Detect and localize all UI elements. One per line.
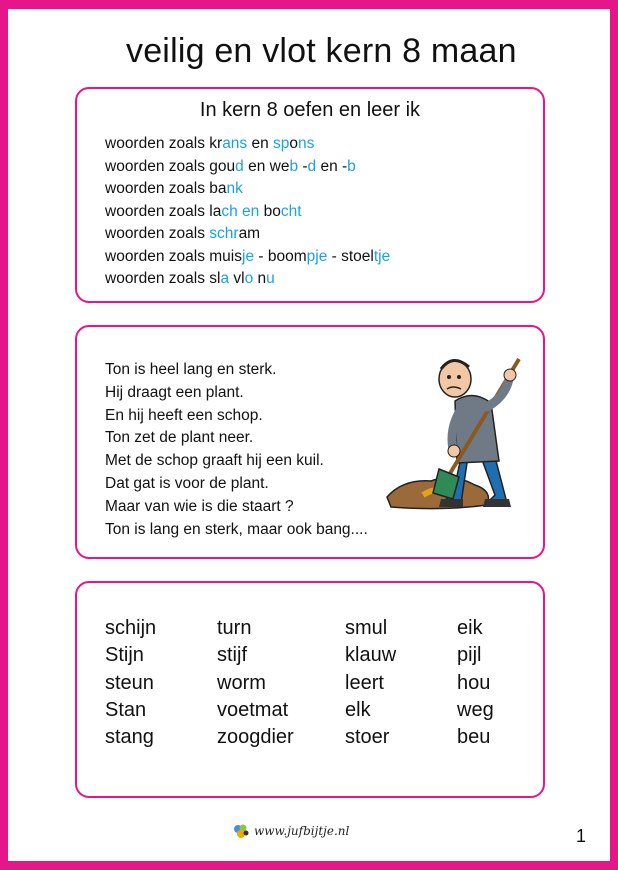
objectives-heading: In kern 8 oefen en leer ik: [199, 99, 421, 121]
text-segment: bo: [259, 202, 281, 220]
objective-line: [105, 133, 390, 156]
highlighted-segment: b: [347, 157, 356, 175]
text-segment: woorden zoals: [105, 270, 210, 287]
highlighted-segment: en: [242, 202, 260, 220]
word-cell: pijl: [457, 644, 482, 667]
text-segment: en -: [316, 157, 348, 175]
word-cell: klauw: [345, 644, 397, 667]
text-segment: kr: [209, 135, 223, 152]
text-segment: en we: [243, 157, 290, 175]
story-box: [75, 325, 545, 559]
footer-logo: [232, 823, 349, 839]
word-cell: beu: [457, 726, 491, 749]
word-cell: schijn: [105, 617, 157, 639]
highlighted-segment: d: [235, 157, 244, 175]
highlighted-segment: sp: [273, 135, 290, 152]
footer-website: www.jufbijtje.nl: [254, 824, 350, 838]
word-grid: [105, 617, 547, 753]
text-segment: woorden zoals: [105, 157, 210, 175]
word-cell: weg: [457, 698, 494, 721]
page-number: 1: [576, 826, 587, 846]
text-segment: n: [253, 270, 267, 287]
objective-line: [105, 246, 390, 269]
story-text: [105, 359, 368, 541]
text-segment: woorden zoals: [105, 225, 210, 242]
text-segment: am: [238, 225, 261, 242]
word-cell: turn: [217, 617, 252, 639]
text-segment: woorden zoals: [105, 180, 210, 197]
text-segment: vl: [229, 270, 245, 287]
text-segment: woorden zoals: [105, 135, 210, 152]
word-cell: elk: [345, 698, 371, 721]
word-cell: stoer: [345, 726, 390, 749]
word-cell: stijf: [217, 644, 247, 667]
story-line: Met de schop graaft hij een kuil.: [105, 452, 324, 470]
story-line: Ton is heel lang en sterk.: [105, 361, 277, 378]
story-line: En hij heeft een schop.: [105, 406, 263, 424]
highlighted-segment: nk: [226, 180, 243, 197]
text-segment: -: [298, 157, 308, 175]
highlighted-segment: ch: [221, 202, 238, 220]
objectives-box: [75, 87, 545, 303]
word-cell: smul: [345, 617, 388, 639]
word-cell: leert: [345, 671, 384, 694]
objective-line: [105, 223, 390, 246]
story-line: Hij draagt een plant.: [105, 383, 244, 401]
highlighted-segment: o: [244, 270, 254, 287]
word-cell: Stan: [105, 698, 147, 721]
story-line: Ton is lang en sterk, maar ook bang....: [105, 520, 368, 538]
objective-line: [105, 156, 390, 179]
word-cell: stang: [105, 726, 154, 749]
story-line: Maar van wie is die staart ?: [105, 497, 294, 515]
story-line: Ton zet de plant neer.: [105, 429, 254, 447]
page-title: veilig en vlot kern 8 maan: [126, 32, 517, 70]
word-cell: worm: [217, 671, 266, 694]
text-segment: sl: [209, 270, 221, 287]
text-segment: la: [209, 202, 222, 220]
highlighted-segment: pje: [306, 247, 328, 265]
text-segment: o: [289, 135, 299, 152]
highlighted-segment: schr: [209, 225, 239, 242]
story-line: Dat gat is voor de plant.: [105, 474, 269, 492]
word-cell: steun: [105, 671, 154, 694]
highlighted-segment: u: [266, 270, 275, 287]
text-segment: gou: [209, 157, 236, 175]
objective-line: [105, 201, 390, 224]
text-segment: woorden zoals: [105, 247, 210, 265]
word-cell: eik: [457, 617, 483, 639]
text-segment: ba: [209, 180, 227, 197]
objective-line: [105, 178, 390, 201]
highlighted-segment: tje: [373, 247, 391, 265]
man-digging-illustration: [383, 345, 538, 515]
text-segment: en: [247, 135, 274, 152]
highlighted-segment: ans: [222, 135, 248, 152]
word-cell: zoogdier: [217, 726, 294, 749]
text-segment: woorden zoals: [105, 202, 210, 220]
text-segment: muis: [209, 247, 242, 265]
text-segment: - stoel: [327, 247, 374, 265]
highlighted-segment: a: [220, 270, 230, 287]
bee-logo-icon: [232, 823, 250, 839]
word-cell: voetmat: [217, 698, 289, 721]
objectives-list: [105, 133, 390, 291]
word-list-box: [75, 581, 545, 798]
word-cell: hou: [457, 671, 491, 694]
objective-line: [105, 268, 390, 291]
highlighted-segment: je: [242, 247, 255, 265]
highlighted-segment: b: [289, 157, 299, 175]
highlighted-segment: ns: [298, 135, 315, 152]
text-segment: - boom: [254, 247, 307, 265]
highlighted-segment: cht: [280, 202, 302, 220]
word-cell: Stijn: [105, 644, 144, 667]
highlighted-segment: d: [307, 157, 317, 175]
